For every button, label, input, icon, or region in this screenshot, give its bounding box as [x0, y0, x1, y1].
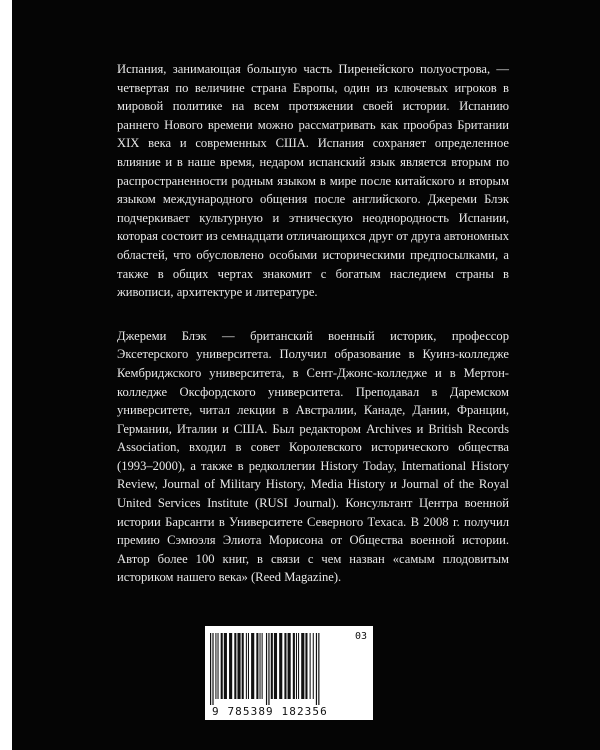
barcode-bar	[298, 633, 299, 699]
barcode-bar	[305, 633, 307, 699]
barcode-bar	[313, 633, 314, 699]
barcode-bar	[284, 633, 286, 699]
barcode-bar	[293, 633, 295, 699]
barcode-bar	[318, 633, 319, 705]
barcode-bar	[310, 633, 311, 699]
barcode-digits: 9 785389 182356	[212, 705, 328, 718]
barcode-bar	[242, 633, 244, 699]
barcode-bar	[262, 633, 263, 699]
barcode-bar	[301, 633, 304, 699]
barcode-bar	[271, 633, 273, 699]
barcode-bar	[218, 633, 219, 699]
barcode-bar	[260, 633, 261, 699]
barcode-bar	[246, 633, 247, 699]
barcode-bar	[210, 633, 211, 705]
barcode-bar	[251, 633, 254, 699]
barcode-bar	[274, 633, 277, 699]
barcode-bar	[221, 633, 223, 699]
barcode-bar	[234, 633, 236, 699]
barcode-bar	[229, 633, 232, 699]
barcode-bar	[266, 633, 267, 705]
barcode-bar	[268, 633, 269, 705]
barcode-bars	[210, 633, 356, 705]
barcode-bar	[224, 633, 227, 699]
barcode-bar	[215, 633, 216, 699]
barcode-bar	[256, 633, 258, 699]
barcode-bar	[248, 633, 249, 699]
isbn-barcode	[205, 626, 373, 720]
barcode-bar	[288, 633, 291, 699]
author-bio-paragraph: Джереми Блэк — британский военный историк, профессор Эксетерского университета. Получил образование в Куинз-колледже Кембриджского университета, в Сент-Джонс-колледже и в Мертон-колледже Оксфордского университета. Преподавал в Даремском университете, читал лекции в Австралии, Канаде, Дании, Франции, Германии, Италии и США. Был редактором Archives и British Records Association, входил в совет Королевского исторического общества (1993–2000), а также в редколлегии History Today, International History Review, Journal of Military History, Media History и Journal of the Royal United Services Institute (RUSI Journal). Консультант Центра военной истории Барсанти в Университете Северного Техаса. В 2008 г. получил премию Сэмюэля Элиота Морисона от Общества военной истории. Автор более 100 книг, в связи с чем назван «самым плодовитым историком нашего века» (Reed Magazine).	[117, 328, 509, 585]
barcode-bar	[279, 633, 282, 699]
annotation-paragraph: Испания, занимающая большую часть Пиренейского полуострова, — четвертая по величине страна Европы, один из ключевых игроков в мировой политике на всем протяжении своей истории. Испанию раннего Нового времени можно рассматривать как прообраз Британии XIX века и современных США. Испания сохраняет определенное влияние и в наше время, недаром испанский язык является вторым по распространенности родным языком в мире после китайского и вторым языком международного общения после английского. Джереми Блэк подчеркивает культурную и этническую неоднородность Испании, которая состоит из семнадцати отличающихся друг от друга автономных областей, что обусловлено особыми историческими предпосылками, а также в общих чертах знакомит с богатым наследием страны в живописи, архитектуре и литературе.	[117, 62, 509, 300]
barcode-bar	[296, 633, 297, 699]
barcode-addon: 03	[355, 631, 368, 642]
text-block	[117, 60, 509, 587]
barcode-bar	[237, 633, 240, 699]
barcode-bar	[212, 633, 213, 705]
barcode-bar	[316, 633, 317, 705]
